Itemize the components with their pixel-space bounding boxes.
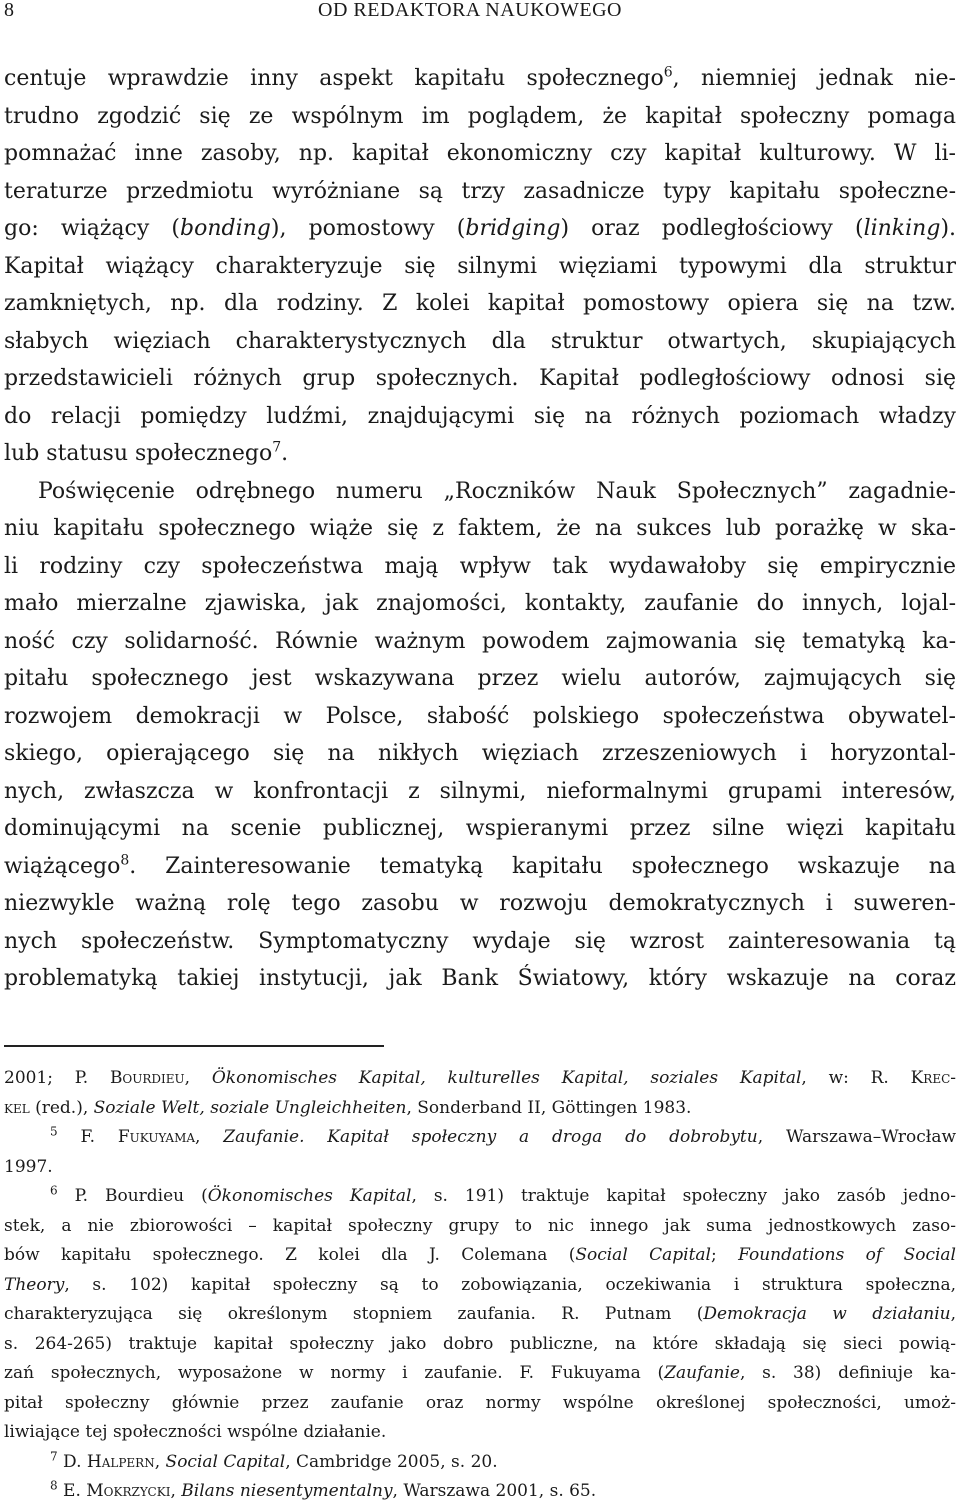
footnote-6: $^6$ P. Bourdieu (Ökonomisches Kapital, s. 191) traktuje kapitał społeczny jako zasób jedno- — [50, 1183, 956, 1206]
footnote-line: charakteryzująca się określonym stopniem zaufania. R. Putnam (Demokracja w działaniu, — [4, 1304, 956, 1324]
footnote-line: stek, a nie zbiorowości – kapitał społeczny grupy to nic innego jak suma jednostkowych zaso- — [4, 1215, 956, 1236]
footnote-8: $^8$ E. Mokrzycki, Bilans niesentymentalny, Warszawa 2001, s. 65. — [50, 1478, 597, 1501]
text-line: pomnażać inne zasoby, np. kapitał ekonomiczny czy kapitał kulturowy. W li- — [4, 141, 956, 166]
footnote-5: $^5$ F. Fukuyama, Zaufanie. Kapitał społeczny a droga do dobrobytu, Warszawa–Wrocław — [50, 1124, 956, 1147]
text-line: wiążącego$^8$. Zainteresowanie tematyką kapitału społecznego wskazuje na — [4, 852, 956, 879]
text-line: lub statusu społecznego$^7$. — [4, 439, 289, 466]
text-line: trudno zgodzić się ze wspólnym im poglądem, że kapitał społeczny pomaga — [4, 103, 956, 129]
footnote-ref[interactable]: 6 — [663, 64, 673, 81]
text-line: skiego, opierającego się na nikłych więziach zrzeszeniowych i horyzontal- — [4, 741, 956, 766]
footnote-line: 1997. — [4, 1156, 53, 1177]
footnote-line: Theory, s. 102) kapitał społeczny są to zobowiązania, oczekiwania i struktura społeczna, — [4, 1274, 956, 1295]
text-line: go: wiążący (bonding), pomostowy (bridging) oraz podległościowy (linking). — [4, 216, 956, 241]
text-line: niezwykle ważną rolę tego zasobu w rozwoju demokratycznych i suweren- — [4, 891, 956, 916]
page-number: 8 — [4, 0, 14, 21]
text-line: centuje wprawdzie inny aspekt kapitału społecznego$^6$, niemniej jednak nie- — [4, 64, 956, 91]
text-line: teraturze przedmiotu wyróżniane są trzy zasadnicze typy kapitału społeczne- — [4, 178, 956, 204]
running-head: OD REDAKTORA NAUKOWEGO — [318, 0, 622, 21]
text-line: rozwojem demokracji w Polsce, słabość polskiego społeczeństwa obywatel- — [4, 703, 956, 729]
footnote-line: bów kapitału społecznego. Z kolei dla J. Colemana (Social Capital; Foundations of Social — [4, 1245, 956, 1265]
text-line: nych, zwłaszcza w konfrontacji z silnymi, nieformalnymi grupami interesów, — [4, 778, 956, 804]
footnote-ref[interactable]: 8 — [120, 852, 130, 869]
text-line: przedstawicieli różnych grup społecznych. Kapitał podległościowy odnosi się — [4, 366, 956, 391]
footnote-line: pitał społeczny głównie przez zaufanie oraz normy wspólne określonej społeczności, umoż- — [4, 1392, 956, 1413]
footnote-ref[interactable]: 7 — [272, 439, 282, 456]
text-line: ność czy solidarność. Równie ważnym powodem zajmowania się tematyką ka- — [4, 628, 956, 654]
text-line: pitału społecznego jest wskazywana przez wielu autorów, zajmujących się — [4, 666, 956, 691]
footnote-7: $^7$ D. Halpern, Social Capital, Cambridge 2005, s. 20. — [50, 1448, 498, 1472]
body-text — [4, 60, 956, 998]
text-line: Poświęcenie odrębnego numeru „Roczników Nauk Społecznych” zagadnie- — [38, 478, 956, 504]
page-header — [0, 0, 960, 22]
footnote-line: liwiające tej społeczności wspólne działanie. — [4, 1422, 387, 1442]
text-line: problematyką takiej instytucji, jak Bank Światowy, który wskazuje na coraz — [4, 966, 956, 991]
text-line: do relacji pomiędzy ludźmi, znajdującymi się na różnych poziomach władzy — [4, 403, 956, 429]
text-line: dominującymi na scenie publicznej, wspieranymi przez silne więzi kapitału — [4, 816, 956, 841]
text-line: niu kapitału społecznego wiąże się z faktem, że na sukces lub porażkę w ska- — [4, 516, 956, 541]
text-line: zamkniętych, np. dla rodziny. Z kolei kapitał pomostowy opiera się na tzw. — [4, 291, 956, 316]
footnote-divider — [4, 1045, 384, 1047]
footnote-line: 2001; P. Bourdieu, Ökonomisches Kapital, kulturelles Kapital, soziales Kapital, w: R. Kreс- — [4, 1068, 956, 1088]
text-line: nych społeczeństw. Symptomatyczny wydaje się wzrost zainteresowania tą — [4, 928, 956, 954]
text-line: li rodziny czy społeczeństwa mają wpływ tak wydawałoby się empirycznie — [4, 553, 956, 579]
text-line: mało mierzalne zjawiska, jak znajomości, kontakty, zaufanie do innych, lojal- — [4, 591, 956, 616]
text-line: Kapitał wiążący charakteryzuje się silnymi więziami typowymi dla struktur — [4, 253, 956, 279]
text-line: słabych więziach charakterystycznych dla struktur otwartych, skupiających — [4, 328, 956, 354]
footnotes — [4, 1064, 956, 1507]
footnote-line: kel (red.), Soziale Welt, soziale Ungleichheiten, Sonderband II, Göttingen 1983. — [4, 1097, 692, 1118]
footnote-line: s. 264-265) traktuje kapitał społeczny jako dobro publiczne, na które składają się sieci powią- — [4, 1333, 956, 1354]
footnote-line: zań społecznych, wyposażone w normy i zaufanie. F. Fukuyama (Zaufanie, s. 38) definiuje ka- — [4, 1363, 956, 1383]
